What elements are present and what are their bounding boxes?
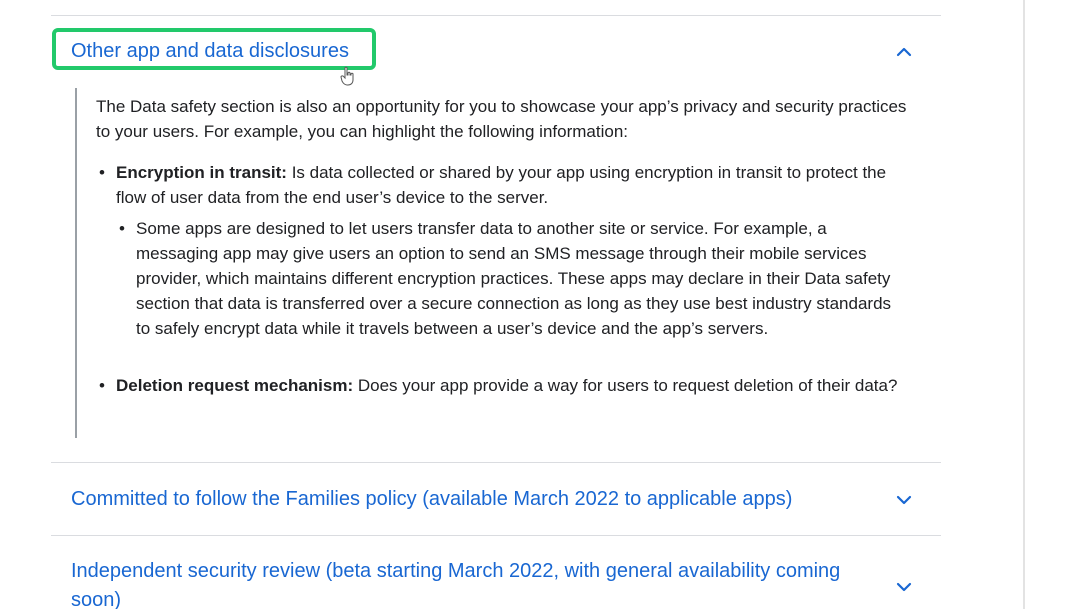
hand-pointer-icon [340,66,356,86]
sub-bullet-transfer: Some apps are designed to let users transfer data to another site or service. For example, a messaging app may give users an option to send an SMS message through their mobile services provider, which maintains different encryption practices. These apps may declare in their Data safety section that data is transferred over a secure connection as long as they use best industry standards to safely encrypt data while it travels between a user’s device and the app’s servers. [136,219,892,338]
bullet-encryption [116,160,916,210]
bullet-deletion-text: Does your app provide a way for users to request deletion of their data? [353,376,898,395]
bullet-dot: • [99,163,105,182]
content-left-rule [75,88,77,438]
bullet-deletion [116,373,901,398]
section-divider [51,15,941,16]
chevron-up-icon[interactable] [894,42,914,62]
page-edge-divider [1023,0,1025,609]
accordion-title-security-review[interactable]: Independent security review (beta starting March 2022, with general availability coming soon) [71,560,841,609]
accordion-title-families-policy[interactable]: Committed to follow the Families policy (available March 2022 to applicable apps) [71,488,793,510]
bullet-deletion-heading: Deletion request mechanism: [116,376,354,395]
intro-paragraph: The Data safety section is also an opportunity for you to showcase your app’s privacy and security practices to your users. For example, you can highlight the following information: [96,97,907,141]
bullet-dot: • [99,376,105,395]
chevron-down-icon[interactable] [894,577,914,597]
chevron-down-icon[interactable] [894,490,914,510]
bullet-encryption-heading: Encryption in transit: [116,163,287,182]
section-divider [51,535,941,536]
sub-bullet-dot: • [119,219,125,238]
section-divider [51,462,941,463]
bullet-encryption-text: Is data collected or shared by your app using encryption in transit to protect the flow of user data from the end user’s device to the server. [116,163,887,207]
accordion-title-other-disclosures[interactable]: Other app and data disclosures [71,40,349,62]
